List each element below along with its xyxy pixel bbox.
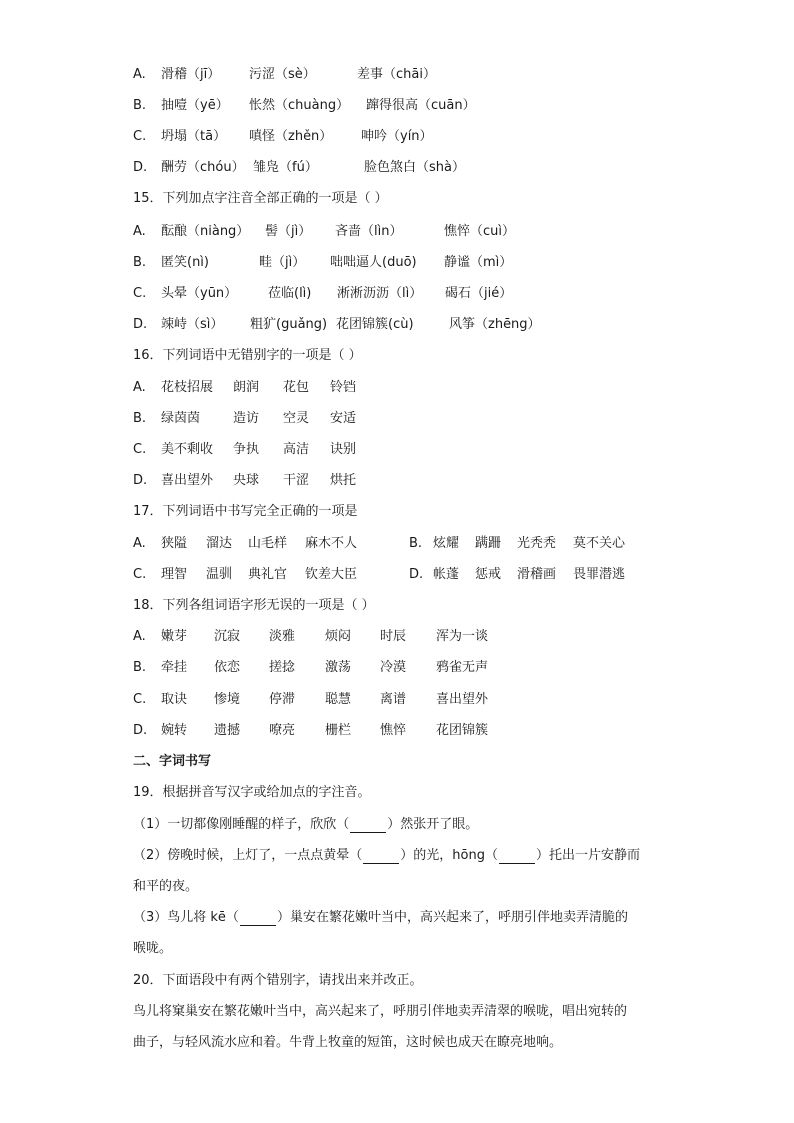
option-item: 浑为一谈 bbox=[436, 629, 489, 644]
option-letter: B. bbox=[409, 536, 423, 551]
q20-passage-line-1: 鸟儿将窠巢安在繁花嫩叶当中，高兴起来了，呼朋引伴地卖弄清翠的喉咙，唱出宛转的 bbox=[133, 1004, 628, 1019]
sentence-text: ）巢安在繁花嫩叶当中，高兴起来了，呼朋引伴地卖弄清脆的 bbox=[276, 910, 628, 925]
option-item: 酬劳（chóu） bbox=[161, 160, 245, 175]
option-letter: B. bbox=[133, 660, 147, 675]
option-letter: C. bbox=[133, 129, 147, 144]
q15-stem: 15．下列加点字注音全部正确的一项是（ ） bbox=[133, 191, 388, 206]
option-letter: D. bbox=[133, 723, 148, 738]
option-item: 嫩芽 bbox=[161, 629, 188, 644]
option-item: 牵挂 bbox=[161, 660, 188, 675]
q15-option-c bbox=[133, 283, 512, 305]
q18-option-d bbox=[133, 720, 488, 742]
option-item: 淡雅 bbox=[269, 629, 296, 644]
option-item: 粗犷(guǎng) bbox=[250, 317, 328, 332]
option-item: 铃铛 bbox=[330, 380, 357, 395]
option-item: 淅淅沥沥（lì） bbox=[337, 286, 423, 301]
option-item: 嗔怪（zhěn） bbox=[249, 129, 333, 144]
option-item: 遗撼 bbox=[214, 723, 241, 738]
option-item: 冷漠 bbox=[380, 660, 407, 675]
q18-option-c bbox=[133, 689, 488, 711]
option-item: 依恋 bbox=[214, 660, 241, 675]
option-item: 吝啬（lìn） bbox=[335, 224, 403, 239]
option-item: 温驯 bbox=[206, 567, 233, 582]
sentence-text: （2）傍晚时候，上灯了，一点点黄晕（ bbox=[133, 848, 363, 863]
option-item: 诀别 bbox=[330, 442, 357, 457]
option-item: 光秃秃 bbox=[517, 536, 557, 551]
q19-sentence-3-cont: 喉咙。 bbox=[133, 941, 173, 956]
option-letter: B. bbox=[133, 411, 147, 426]
q18-option-b bbox=[133, 657, 488, 679]
option-item: 惩戒 bbox=[475, 567, 502, 582]
option-letter: C. bbox=[133, 692, 147, 707]
option-item: 酝酿（niàng） bbox=[161, 224, 250, 239]
option-item: 咄咄逼人(duō) bbox=[330, 255, 417, 270]
option-item: 滑稽画 bbox=[517, 567, 557, 582]
q19-stem: 19．根据拼音写汉字或给加点的字注音。 bbox=[133, 785, 371, 800]
q15-option-a bbox=[133, 221, 515, 243]
option-item: 畦（jì） bbox=[259, 255, 306, 270]
answer-blank[interactable] bbox=[240, 911, 276, 926]
option-item: 抽噎（yē） bbox=[161, 98, 229, 113]
answer-blank[interactable] bbox=[499, 849, 535, 864]
q18-option-a bbox=[133, 626, 488, 648]
option-item: 静谧（mì） bbox=[444, 255, 513, 270]
option-item: 风筝（zhēng） bbox=[449, 317, 541, 332]
option-item: 莅临(lì) bbox=[268, 286, 312, 301]
sentence-text: ）然张开了眼。 bbox=[387, 817, 479, 832]
option-item: 烘托 bbox=[330, 473, 357, 488]
option-item: 栅栏 bbox=[325, 723, 352, 738]
option-item: 碣石（jié） bbox=[445, 286, 513, 301]
option-letter: A. bbox=[133, 536, 146, 551]
sentence-text: （1）一切都像刚睡醒的样子，欣欣（ bbox=[133, 817, 350, 832]
option-item: 沉寂 bbox=[214, 629, 241, 644]
q19-sentence-1 bbox=[133, 814, 478, 836]
option-item: 央球 bbox=[233, 473, 260, 488]
option-item: 差事（chāi） bbox=[357, 67, 436, 82]
option-item: 怅然（chuàng） bbox=[249, 98, 350, 113]
option-item: 坍塌（tā） bbox=[161, 129, 227, 144]
option-item: 雏凫（fú） bbox=[253, 160, 318, 175]
answer-blank[interactable] bbox=[350, 818, 386, 833]
option-letter: B. bbox=[133, 98, 147, 113]
q14-option-b bbox=[133, 95, 476, 117]
option-item: 头晕（yūn） bbox=[161, 286, 238, 301]
option-item: 憔悴 bbox=[380, 723, 407, 738]
q14-option-d bbox=[133, 157, 465, 179]
section-heading: 二、字词书写 bbox=[133, 754, 212, 769]
option-item: 花团锦簇(cù) bbox=[336, 317, 414, 332]
q19-sentence-2 bbox=[133, 845, 640, 867]
option-item: 莫不关心 bbox=[573, 536, 626, 551]
option-item: 干涩 bbox=[283, 473, 310, 488]
option-item: 溜达 bbox=[206, 536, 233, 551]
q14-option-c bbox=[133, 126, 433, 148]
option-item: 空灵 bbox=[283, 411, 310, 426]
option-item: 竦峙（sì） bbox=[161, 317, 224, 332]
q16-option-a bbox=[133, 377, 356, 399]
q17-stem: 17．下列词语中书写完全正确的一项是 bbox=[133, 504, 358, 519]
option-item: 花枝招展 bbox=[161, 380, 214, 395]
q17-row-1 bbox=[133, 533, 625, 555]
q16-option-d bbox=[133, 470, 356, 492]
option-item: 喜出望外 bbox=[161, 473, 214, 488]
option-item: 炫耀 bbox=[433, 536, 460, 551]
option-item: 麻木不人 bbox=[305, 536, 358, 551]
option-item: 取诀 bbox=[161, 692, 188, 707]
q17-row-2 bbox=[133, 564, 625, 586]
option-item: 帐蓬 bbox=[433, 567, 460, 582]
option-letter: A. bbox=[133, 629, 146, 644]
option-item: 匿笑(nì) bbox=[161, 255, 209, 270]
q16-option-c bbox=[133, 439, 356, 461]
option-item: 婉转 bbox=[161, 723, 188, 738]
option-letter: D. bbox=[133, 317, 148, 332]
option-item: 脸色煞白（shà） bbox=[364, 160, 465, 175]
option-letter: A. bbox=[133, 224, 146, 239]
sentence-text: ）的光，hōng（ bbox=[400, 848, 498, 863]
q20-passage-line-2: 曲子，与轻风流水应和着。牛背上牧童的短笛，这时候也成天在瞭亮地响。 bbox=[133, 1035, 563, 1050]
option-item: 朗润 bbox=[233, 380, 260, 395]
option-item: 绿茵茵 bbox=[161, 411, 201, 426]
option-item: 典礼官 bbox=[248, 567, 288, 582]
option-item: 蹒跚 bbox=[475, 536, 502, 551]
option-letter: C. bbox=[133, 567, 147, 582]
option-letter: A. bbox=[133, 67, 146, 82]
q18-stem: 18．下列各组词语字形无误的一项是（ ） bbox=[133, 598, 375, 613]
option-letter: A. bbox=[133, 380, 146, 395]
option-letter: C. bbox=[133, 286, 147, 301]
option-item: 离谱 bbox=[380, 692, 407, 707]
option-item: 安适 bbox=[330, 411, 357, 426]
q16-option-b bbox=[133, 408, 356, 430]
option-item: 花包 bbox=[283, 380, 310, 395]
option-item: 高洁 bbox=[283, 442, 310, 457]
option-letter: B. bbox=[133, 255, 147, 270]
option-letter: D. bbox=[409, 567, 424, 582]
answer-blank[interactable] bbox=[363, 849, 399, 864]
q14-option-a bbox=[133, 64, 436, 86]
option-item: 污涩（sè） bbox=[249, 67, 316, 82]
option-item: 喜出望外 bbox=[436, 692, 489, 707]
q20-stem: 20．下面语段中有两个错别字，请找出来并改正。 bbox=[133, 973, 423, 988]
sentence-text: ）托出一片安静而 bbox=[535, 848, 640, 863]
option-item: 惨境 bbox=[214, 692, 241, 707]
option-item: 嘹亮 bbox=[269, 723, 296, 738]
option-item: 时辰 bbox=[380, 629, 407, 644]
option-item: 髻（jì） bbox=[265, 224, 312, 239]
option-item: 鸦雀无声 bbox=[436, 660, 489, 675]
option-item: 畏罪潜逃 bbox=[573, 567, 626, 582]
option-letter: D. bbox=[133, 473, 148, 488]
option-letter: C. bbox=[133, 442, 147, 457]
q16-stem: 16．下列词语中无错别字的一项是（ ） bbox=[133, 348, 362, 363]
option-item: 花团锦簇 bbox=[436, 723, 489, 738]
option-item: 滑稽（jī） bbox=[161, 67, 221, 82]
option-item: 搓捻 bbox=[269, 660, 296, 675]
option-item: 蹿得很高（cuān） bbox=[366, 98, 476, 113]
option-letter: D. bbox=[133, 160, 148, 175]
q19-sentence-3 bbox=[133, 907, 628, 929]
option-item: 烦闷 bbox=[325, 629, 352, 644]
option-item: 憔悴（cuì） bbox=[444, 224, 515, 239]
option-item: 争执 bbox=[233, 442, 260, 457]
option-item: 狭隘 bbox=[161, 536, 188, 551]
option-item: 呻吟（yín） bbox=[361, 129, 433, 144]
q15-option-b bbox=[133, 252, 512, 274]
option-item: 钦差大臣 bbox=[305, 567, 358, 582]
q15-option-d bbox=[133, 314, 541, 336]
sentence-text: （3）鸟儿将 kē（ bbox=[133, 910, 239, 925]
q19-sentence-2-cont: 和平的夜。 bbox=[133, 879, 199, 894]
option-item: 聪慧 bbox=[325, 692, 352, 707]
option-item: 造访 bbox=[233, 411, 260, 426]
option-item: 山毛样 bbox=[248, 536, 288, 551]
option-item: 理智 bbox=[161, 567, 188, 582]
option-item: 美不剩收 bbox=[161, 442, 214, 457]
option-item: 停滞 bbox=[269, 692, 296, 707]
option-item: 激荡 bbox=[325, 660, 352, 675]
